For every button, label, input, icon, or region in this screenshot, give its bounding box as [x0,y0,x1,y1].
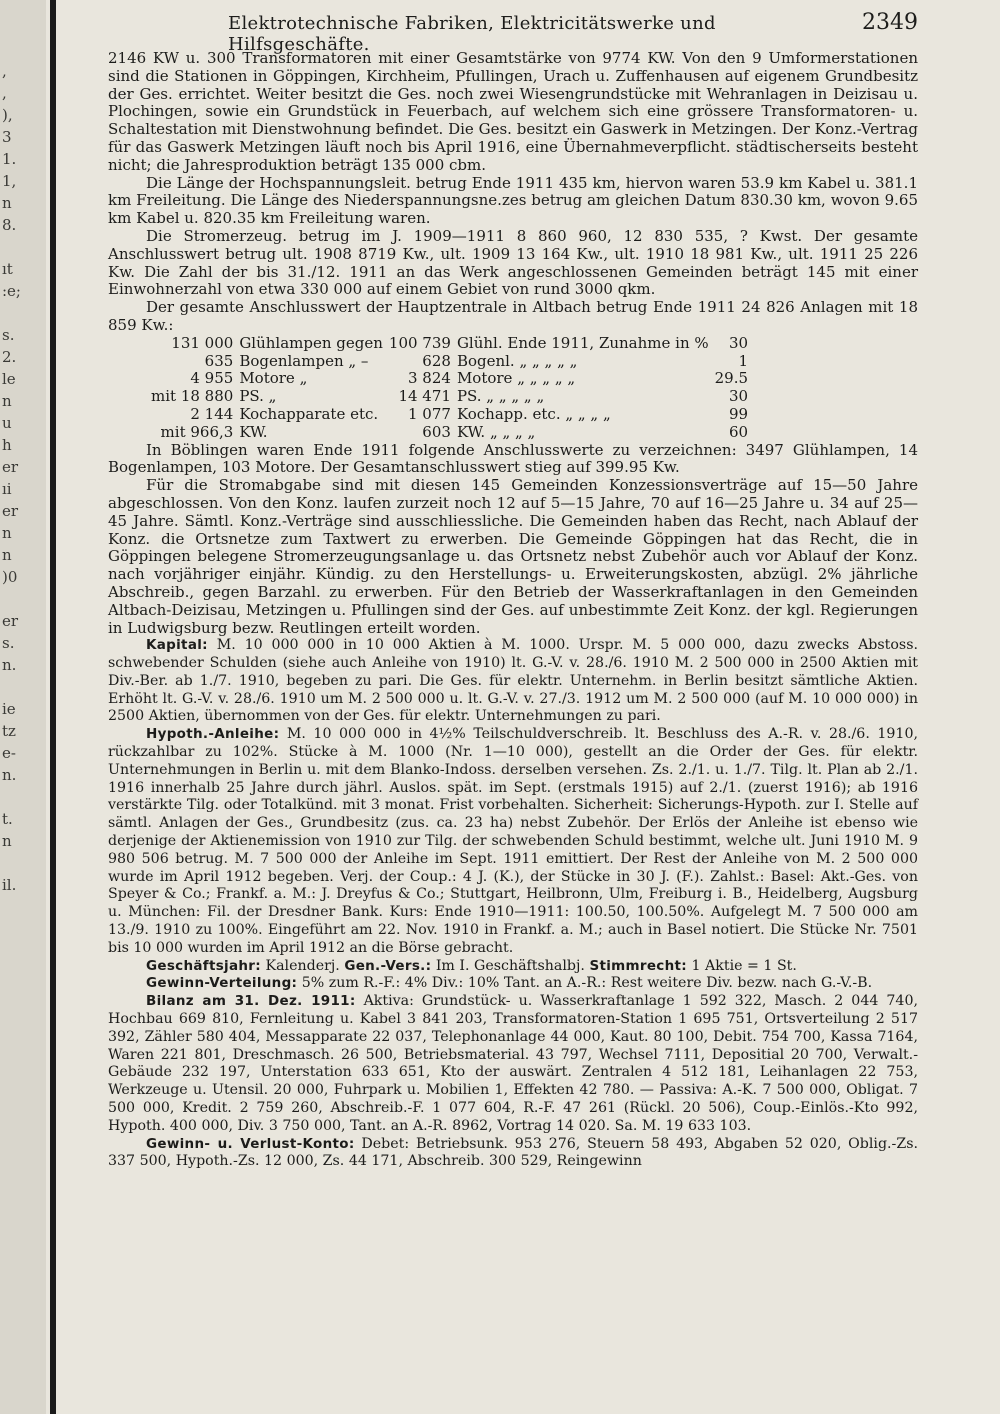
table-cell: 14 471 [398,387,451,406]
facing-page-margin [0,0,46,1414]
table-cell: Bogenl. „ „ „ „ „ [456,351,578,370]
page-number: 2349 [862,10,918,35]
section-hypoth-anleihe [108,726,918,957]
table-cell: mit 966,3 [160,422,234,441]
table-cell: Glühl. Ende 1911, Zunahme in % [456,333,709,352]
table-row [148,424,751,442]
table-row [148,406,751,424]
section-gewinn-verlust [108,1136,918,1172]
page-fold-shadow [50,0,56,1414]
table-cell: 4 955 [190,369,234,388]
table-cell: PS. „ [239,387,277,406]
section-label: Bilanz am 31. Dez. 1911: [146,993,356,1010]
paragraph-line-length: Die Länge der Hochspannungsleit. betrug Ende 1911 435 km, hiervon waren 53.9 km Kabel u. 381.1 km Freileitung. Die Länge des Niederspannungsne.zes betrug am gleichen Datum 830.30 km, wovon 9.65 km Kabel u. 820.35 km Freileitung waren. [108,173,918,228]
facing-page-fragments: , , ), 3 1. 1, n 8. ıt :e; s. 2. le n u h er ıi er n n )0 er s. n. ie tz e- n. t. n il. [2,62,21,894]
table-cell: 30 [728,387,749,406]
section-text: 5% zum R.-F.: 4% Div.: 10% Tant. an A.-R.: Rest weitere Div. bezw. nach G.-V.-B. [301,975,873,992]
section-label: Gewinn-Verteilung: [146,975,298,992]
table-cell: 29.5 [714,369,749,388]
table-row [148,388,751,406]
section-text: Aktiva: Grundstück- u. Wasserkraftanlage 1 592 322, Masch. 2 044 740, Hochbau 669 810, Fernleitung u. Kabel 3 841 203, Transformatoren-Station 1 695 751, Ortsverteilung 2 517 392, Zähler 580 404, Messapparate 22 037, Telephonanlage 44 000, Kaut. 80 100, Debit. 754 700, Kassa 7164, Waren 221 801, Dreschmasch. 26 500, Betriebsmaterial. 43 797, Wechsel 7111, Depositial 20 700, Verwalt.-Gebäude 232 197, Unterstation 633 651, Kto der auswärt. Zentralen 4 512 181, Leihanlagen 22 753, Werkzeuge u. Utensil. 20 000, Fuhrpark u. Mobilien 1, Effekten 42 780. — Passiva: A.-K. 7 500 000, Obligat. 7 500 000, Kredit. 2 759 260, Abschreib.-F. 1 077 604, R.-F. 47 261 (Rückl. 20 506), Coup.-Einlös.-Kto 992, Hypoth. 400 000, Div. 3 750 000, Tant. an A.-R. 8962, Vortrag 14 020. Sa. M. 19 633 103. [108,993,918,1134]
body-text [108,50,918,1171]
paragraph-capacity: 2146 KW u. 300 Transformatoren mit einer Gesamtstärke von 9774 KW. Von den 9 Umformerstationen sind die Stationen in Göppingen, Kirchheim, Pfullingen, Urach u. Zuffenhausen auf eigenem Grundbesitz der Ges. errichtet. Weiter besitzt die Ges. noch zwei Wiesengrundstücke mit Wehranlagen in Deizisau u. Plochingen, sowie ein Grundstück in Feuerbach, auf welchem sich eine grössere Transformatoren- u. Schaltestation mit Dienstwohnung befindet. Die Ges. besitzt ein Gaswerk in Metzingen. Der Konz.-Vertrag für das Gaswerk Metzingen läuft noch bis April 1916, eine Übernahmeverpflicht. städtischerseits besteht nicht; die Jahresproduktion beträgt 135 000 cbm. [108,49,918,174]
header-title: Elektrotechnische Fabriken, Elektricitätswerke und Hilfsgeschäfte. [228,13,716,55]
section-text: Kalenderj. [265,957,340,974]
paragraph-concessions: Für die Stromabgabe sind mit diesen 145 Gemeinden Konzessionsverträge auf 15—50 Jahre abgeschlossen. Von den Konz. laufen zurzeit noch 12 auf 5—15 Jahre, 70 auf 16—25 Jahre u. 34 auf 25—45 Jahre. Sämtl. Konz.-Verträge sind ausschliessliche. Die Gemeinden haben das Recht, nach Ablauf der Konz. die Ortsnetze zum Taxtwert zu erwerben. Die Gemeinde Göppingen hat das Recht, die in Göppingen belegene Stromerzeugungsanlage u. das Ortsnetz nebst Zubehör auch vor Ablauf der Konz. nach vorjähriger einjähr. Kündig. zu den Herstellungs- u. Erweiterungskosten, abzügl. 2% jährliche Abschreib., gegen Barzahl. zu erwerben. Für den Betrieb der Wasserkraftanlagen in den Gemeinden Altbach-Deizisau, Metzingen u. Pfullingen sind der Ges. auf unbestimmte Zeit Konz. der kgl. Regierungen in Ludwigsburg bezw. Reutlingen erteilt worden. [108,476,918,637]
table-cell: 1 077 [407,404,451,423]
table-cell: PS. „ „ „ „ „ [456,387,545,406]
paragraph-main-station: Der gesamte Anschlusswert der Hauptzentrale in Altbach betrug Ende 1911 24 826 Anlagen mit 18 859 Kw.: [108,298,918,334]
table-cell: Kochapparate etc. [239,404,379,423]
table-cell: Glühlampen gegen [239,333,383,352]
table-cell: Motore „ [239,369,308,388]
table-cell: 635 [204,351,234,370]
table-cell: 60 [728,422,749,441]
section-label: Hypoth.-Anleihe: [146,726,280,743]
section-gewinn-verteilung [108,975,918,993]
running-header [108,10,918,55]
table-cell: Bogenlampen „ – [239,351,369,370]
table-cell: Kochapp. etc. „ „ „ „ [456,404,611,423]
table-cell: 100 739 [388,333,451,352]
table-cell: 30 [728,333,749,352]
table-cell: 131 000 [171,333,234,352]
section-label: Geschäftsjahr: [146,957,261,974]
table-row [148,370,751,388]
section-text: M. 10 000 000 in 10 000 Aktien à M. 1000. Urspr. M. 5 000 000, dazu zwecks Abstoss. schwebender Schulden (siehe auch Anleihe von 1910) lt. G.-V. v. 28./6. 1910 M. 2 500 000 in 2500 Aktien mit Div.-Ber. ab 1./7. 1910, begeben zu pari. Die Ges. für elektr. Unternehm. in Berlin besitzt sämtliche Aktien. Erhöht lt. G.-V. v. 28./6. 1910 um M. 2 500 000 u. lt. G.-V. v. 27./3. 1912 um M. 2 500 000 (auf M. 10 000 000) in 2500 Aktien, übernommen von der Ges. für elektr. Unternehmungen zu pari. [108,637,918,725]
table-cell: Motore „ „ „ „ „ [456,369,576,388]
table-row [148,353,751,371]
section-label: Kapital: [146,637,208,654]
paragraph-boeblingen: In Böblingen waren Ende 1911 folgende Anschlusswerte zu verzeichnen: 3497 Glühlampen, 14 Bogenlampen, 103 Motore. Der Gesamtanschlusswert stieg auf 399.95 Kw. [108,440,918,477]
section-label: Gewinn- u. Verlust-Konto: [146,1135,355,1152]
section-label: Stimmrecht: [589,957,687,974]
table-cell: 1 [738,351,749,370]
section-text: M. 10 000 000 in 4½% Teilschuldverschreib. lt. Beschluss des A.-R. v. 28./6. 1910, rückzahlbar zu 102%. Stücke à M. 1000 (Nr. 1—10 000), gestellt an die Order der Ges. für elektr. Unternehmungen in Berlin u. mit dem Blanko-Indoss. derselben versehen. Zs. 2./1. u. 1./7. Tilg. lt. Plan ab 2./1. 1916 innerhalb 25 Jahre durch jährl. Auslos. spät. im Sept. (erstmals 1915) auf 2./1. (zuerst 1916); ab 1916 verstärkte Tilg. oder Totalkünd. mit 3 monat. Frist vorbehalten. Sicherheit: Sicherungs-Hypoth. zur I. Stelle auf sämtl. Anlagen der Ges., Grundbesitz (zus. ca. 23 ha) nebst Zubehör. Der Erlös der Anleihe ist ebenso wie derjenige der Aktienemission von 1910 zur Tilg. der schwebenden Schuld bestimmt, welche ult. Juni 1910 M. 9 980 506 betrug. M. 7 500 000 der Anleihe im Sept. 1911 emittiert. Der Rest der Anleihe von M. 2 500 000 wurde im April 1912 begeben. Verj. der Coup.: 4 J. (K.), der Stücke in 30 J. (F.). Zahlst.: Basel: Akt.-Ges. von Speyer & Co.; Frankf. a. M.: J. Dreyfus & Co.; Stuttgart, Heilbronn, Ulm, Freiburg i. B., Heidelberg, Augsburg u. München: Fil. der Dresdner Bank. Kurs: Ende 1910—1911: 100.50, 100.50%. Aufgelegt M. 7 500 000 am 13./9. 1910 zu 100%. Eingeführt am 22. Nov. 1910 in Frankf. a. M.; auch in Basel notiert. Die Stücke Nr. 7501 bis 10 000 wurden im April 1912 an die Börse gebracht. [108,726,918,956]
table-cell: 2 144 [190,404,234,423]
section-label: Gen.-Vers.: [344,957,432,974]
table-cell: 628 [422,351,451,370]
table-cell: 603 [422,422,451,441]
table-row [148,335,751,353]
section-kapital [108,637,918,726]
section-text: 1 Aktie = 1 St. [691,957,797,974]
section-text: Im I. Geschäftshalbj. [435,957,585,974]
table-cell: KW. [239,422,268,441]
paragraph-power-generation: Die Stromerzeug. betrug im J. 1909—1911 8 860 960, 12 830 535, ? Kwst. Der gesamte Anschlusswert betrug ult. 1908 8719 Kw., ult. 1909 13 164 Kw., ult. 1910 18 981 Kw., ult. 1911 25 226 Kw. Die Zahl der bis 31./12. 1911 an das Werk angeschlossenen Gemeinden beträgt 145 mit einer Einwohnerzahl von etwa 330 000 auf einem Gebiet von rund 3000 qkm. [108,226,918,299]
table-cell: 99 [728,404,749,423]
section-geschaeftsjahr [108,958,918,976]
section-bilanz [108,993,918,1135]
table-cell: 3 824 [407,369,451,388]
connections-table [148,335,751,442]
table-cell: KW. „ „ „ „ [456,422,536,441]
table-cell: mit 18 880 [151,387,234,406]
section-text: Debet: Betriebsunk. 953 276, Steuern 58 493, Abgaben 52 020, Oblig.-Zs. 337 500, Hypoth.-Zs. 12 000, Zs. 44 171, Abschreib. 300 529, Reingewinn [108,1135,919,1170]
document-page [108,10,918,1171]
